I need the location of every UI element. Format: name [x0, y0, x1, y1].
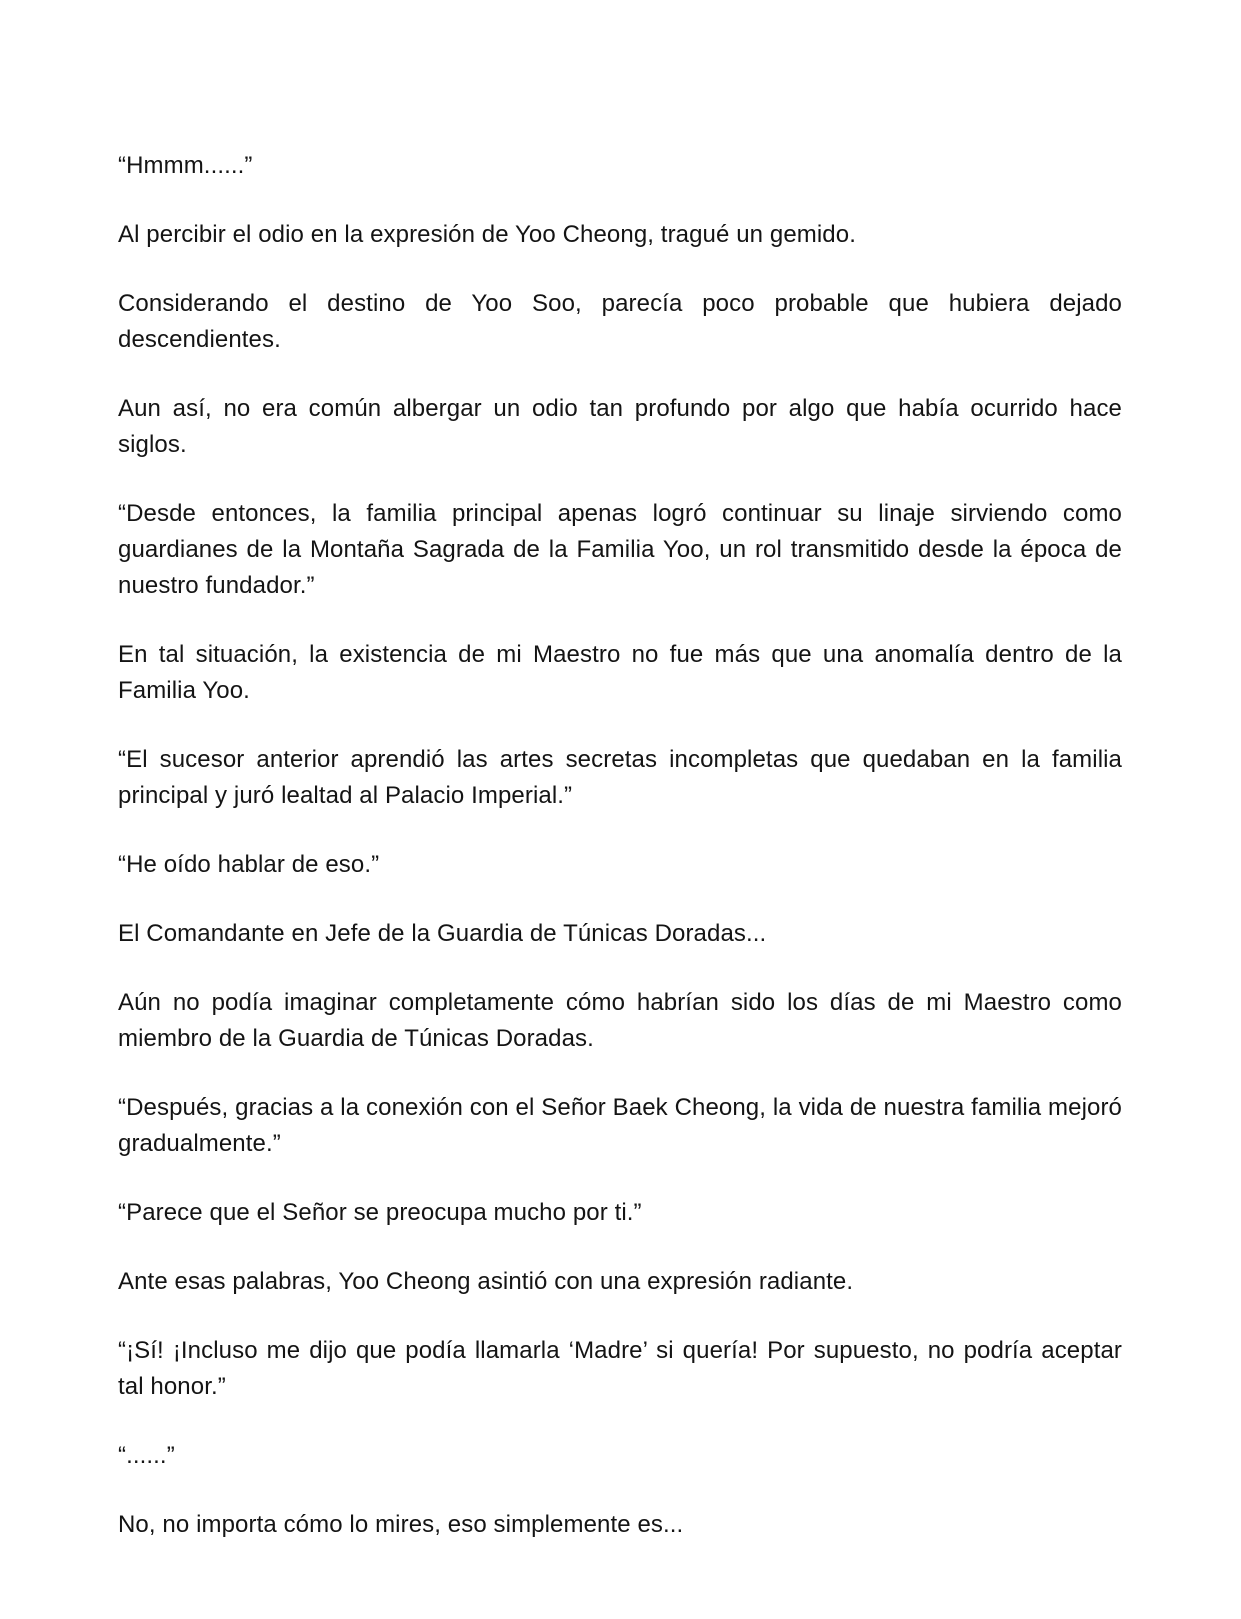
- paragraph-4: Aun así, no era común albergar un odio tan profundo por algo que había ocurrido hace siglos.: [118, 395, 1122, 458]
- paragraph-8: “He oído hablar de eso.”: [118, 851, 380, 878]
- paragraph-16: No, no importa cómo lo mires, eso simplemente es...: [118, 1511, 684, 1538]
- paragraph-3: Considerando el destino de Yoo Soo, parecía poco probable que hubiera dejado descendientes.: [118, 290, 1122, 353]
- paragraph-15: “......”: [118, 1442, 175, 1469]
- paragraph-2: Al percibir el odio en la expresión de Yoo Cheong, tragué un gemido.: [118, 221, 856, 248]
- paragraph-13: Ante esas palabras, Yoo Cheong asintió con una expresión radiante.: [118, 1268, 854, 1295]
- paragraph-10: Aún no podía imaginar completamente cómo habrían sido los días de mi Maestro como miembro de la Guardia de Túnicas Doradas.: [118, 989, 1122, 1052]
- paragraph-14: “¡Sí! ¡Incluso me dijo que podía llamarla ‘Madre’ si quería! Por supuesto, no podría aceptar tal honor.”: [118, 1337, 1122, 1400]
- document-body: [118, 148, 1122, 1543]
- paragraph-11: “Después, gracias a la conexión con el Señor Baek Cheong, la vida de nuestra familia mejoró gradualmente.”: [118, 1094, 1122, 1157]
- paragraph-5: “Desde entonces, la familia principal apenas logró continuar su linaje sirviendo como guardianes de la Montaña Sagrada de la Familia Yoo, un rol transmitido desde la época de nuestro fundador.”: [118, 500, 1122, 599]
- paragraph-9: El Comandante en Jefe de la Guardia de Túnicas Doradas...: [118, 920, 767, 947]
- paragraph-7: “El sucesor anterior aprendió las artes secretas incompletas que quedaban en la familia principal y juró lealtad al Palacio Imperial.”: [118, 746, 1122, 809]
- paragraph-12: “Parece que el Señor se preocupa mucho por ti.”: [118, 1199, 642, 1226]
- paragraph-1: “Hmmm......”: [118, 152, 253, 179]
- paragraph-6: En tal situación, la existencia de mi Maestro no fue más que una anomalía dentro de la Familia Yoo.: [118, 641, 1122, 704]
